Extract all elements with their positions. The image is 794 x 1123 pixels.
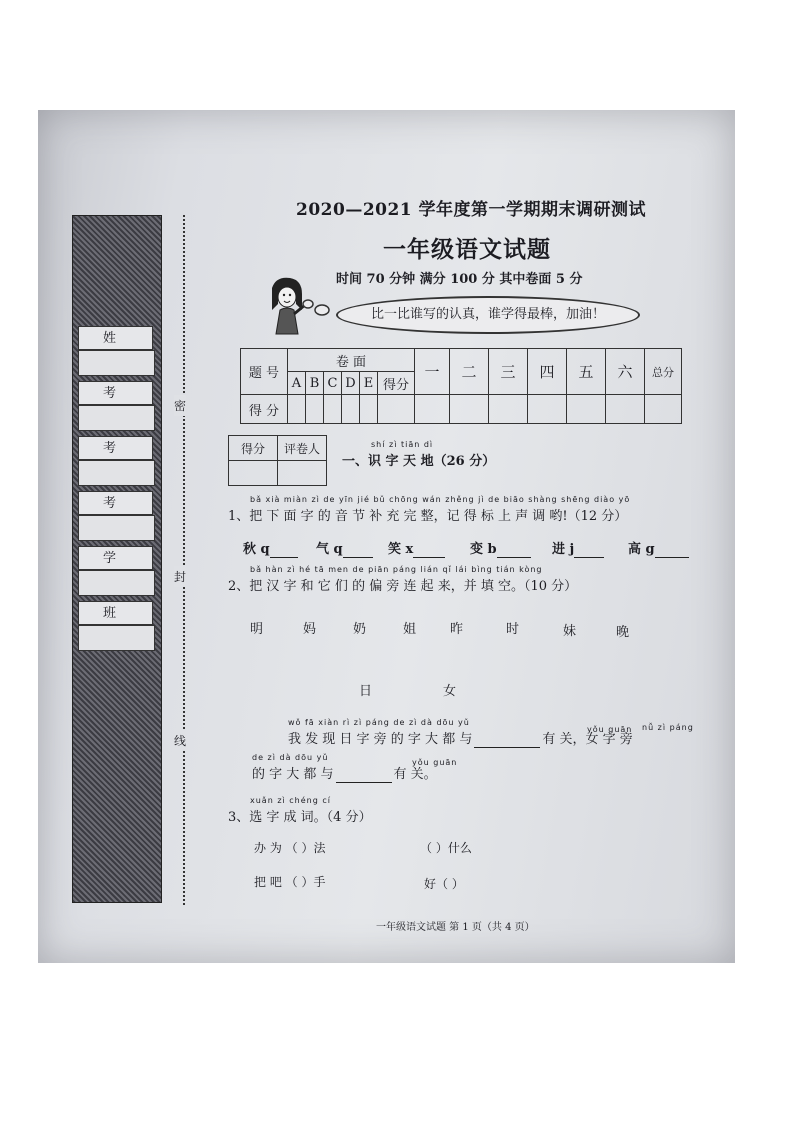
score-cell[interactable] — [360, 395, 378, 424]
header-section-3: 三 — [489, 349, 528, 395]
binding-strip — [72, 215, 162, 903]
score-cell[interactable] — [645, 395, 682, 424]
q1-blank-6[interactable] — [655, 542, 689, 558]
seal-char-mi: 密 — [174, 395, 186, 416]
exam-info: 时间 70 分钟 满分 100 分 其中卷面 5 分 — [336, 272, 583, 287]
q1-blank-1[interactable] — [270, 542, 298, 558]
score-cell[interactable] — [489, 395, 528, 424]
class-field[interactable] — [78, 625, 155, 651]
q2-char[interactable]: 昨 — [450, 622, 464, 637]
q1-blank-5[interactable] — [574, 542, 604, 558]
seal-char-xian: 线 — [174, 730, 186, 751]
header-section-4: 四 — [528, 349, 567, 395]
q1-item-5: 进 j — [552, 538, 604, 558]
score-cell[interactable] — [606, 395, 645, 424]
name-label: 姓 — [78, 326, 153, 350]
exam-room-label: 考 — [78, 436, 153, 460]
score-cell[interactable] — [288, 395, 306, 424]
grader-name-label: 评卷人 — [278, 436, 327, 461]
row-label-score: 得 分 — [241, 395, 288, 424]
q3-row1-right[interactable]: （ ）什么 — [420, 841, 472, 855]
sub-col-a: A — [288, 372, 306, 395]
q2-line2: 的 字 大 都 与 有 关。 — [252, 767, 437, 782]
q3-row1-left[interactable]: 办 为 （ ）法 — [254, 841, 326, 855]
exam-site-label: 考 — [78, 491, 153, 515]
q2-char[interactable]: 妈 — [303, 622, 317, 637]
q2-line1-pinyin: wǒ fā xiàn rì zì páng de zì dà dōu yǔ — [288, 718, 470, 727]
school-field[interactable] — [78, 570, 155, 596]
sub-col-c: C — [324, 372, 342, 395]
q2-line1: 我 发 现 日 字 旁 的 字 大 都 与 有 关，女 字 旁 — [288, 732, 633, 747]
exam-paper — [38, 110, 735, 963]
q1-blank-3[interactable] — [413, 542, 445, 558]
q2-char[interactable]: 时 — [506, 622, 520, 637]
q2-blank-2[interactable] — [336, 767, 392, 783]
q3-text: 3、选 字 成 词。（4 分） — [228, 810, 372, 825]
page-footer: 一年级语文试题 第 1 页（共 4 页） — [376, 922, 535, 933]
q1-item-1: 秋 q — [243, 538, 298, 558]
grader-name-cell[interactable] — [278, 461, 327, 486]
exam-site-field[interactable] — [78, 515, 155, 541]
q2-text: 2、把 汉 字 和 它 们 的 偏 旁 连 起 来，并 填 空。（10 分） — [228, 579, 578, 594]
seal-dotted-line — [183, 215, 185, 905]
class-label: 班 — [78, 601, 153, 625]
sub-col-d: D — [342, 372, 360, 395]
section1-pinyin: shí zì tiān dì — [371, 440, 434, 449]
q2-pinyin: bǎ hàn zì hé tā men de piān páng lián qǐ lái bìng tián kòng — [250, 565, 543, 574]
exam-number-label: 考 — [78, 381, 153, 405]
q2-radical-ri[interactable]: 日 — [359, 684, 373, 699]
header-section-5: 五 — [567, 349, 606, 395]
header-section-2: 二 — [450, 349, 489, 395]
q1-item-3: 笑 x — [388, 538, 445, 558]
q1-pinyin: bǎ xià miàn zì de yīn jié bǔ chōng wán zhěng jì de biāo shàng shēng diào yō — [250, 495, 631, 504]
score-cell[interactable] — [378, 395, 415, 424]
header-section-1: 一 — [415, 349, 450, 395]
speech-dots-icon — [300, 296, 340, 326]
q3-pinyin: xuǎn zì chéng cí — [250, 796, 331, 805]
q3-row2-left[interactable]: 把 吧 （ ）手 — [254, 875, 326, 889]
score-cell[interactable] — [567, 395, 606, 424]
score-cell[interactable] — [450, 395, 489, 424]
score-table — [240, 348, 682, 424]
sub-col-e: E — [360, 372, 378, 395]
header-total: 总分 — [645, 349, 682, 395]
encouragement-bubble: 比一比谁写的认真，谁学得最棒，加油！ — [336, 296, 640, 334]
sub-col-b: B — [306, 372, 324, 395]
q2-line2-pinyin: de zì dà dōu yǔ — [252, 753, 329, 762]
q2-line1-pinyin-b: yǒu guān — [587, 725, 633, 734]
sub-col-score: 得分 — [378, 372, 415, 395]
page-title: 一年级语文试题 — [383, 236, 551, 263]
grader-score-cell[interactable] — [229, 461, 278, 486]
header-section-6: 六 — [606, 349, 645, 395]
exam-term-line: 2020—2021 学年度第一学期期末调研测试 — [296, 200, 647, 220]
exam-number-field[interactable] — [78, 405, 155, 431]
q2-radical-nv[interactable]: 女 — [443, 684, 457, 699]
q2-char[interactable]: 奶 — [353, 622, 367, 637]
q1-item-6: 高 g — [628, 538, 689, 558]
q1-item-2: 气 q — [316, 538, 373, 558]
seal-char-feng: 封 — [174, 566, 186, 587]
q1-blank-4[interactable] — [497, 542, 531, 558]
q2-char[interactable]: 姐 — [403, 622, 417, 637]
score-cell[interactable] — [342, 395, 360, 424]
grader-score-label: 得分 — [229, 436, 278, 461]
section1-title: 一、识 字 天 地（26 分） — [342, 454, 496, 469]
school-label: 学 — [78, 546, 153, 570]
grader-table — [228, 435, 327, 486]
exam-room-field[interactable] — [78, 460, 155, 486]
q1-blank-2[interactable] — [343, 542, 373, 558]
q2-line1-pinyin-c: nǚ zì páng — [642, 723, 694, 732]
q2-char[interactable]: 明 — [250, 622, 264, 637]
q2-char[interactable]: 晚 — [616, 625, 630, 640]
score-cell[interactable] — [415, 395, 450, 424]
q3-row2-right[interactable]: 好（ ） — [424, 877, 464, 891]
row-label-question-number: 题 号 — [241, 349, 288, 395]
score-cell[interactable] — [306, 395, 324, 424]
header-juanmian: 卷 面 — [288, 349, 415, 372]
score-cell[interactable] — [324, 395, 342, 424]
q1-item-4: 变 b — [470, 538, 531, 558]
score-cell[interactable] — [528, 395, 567, 424]
q2-blank-1[interactable] — [474, 732, 540, 748]
q2-char[interactable]: 妹 — [563, 624, 577, 639]
name-field[interactable] — [78, 350, 155, 376]
q2-line2-pinyin-b: yǒu guān — [412, 758, 458, 767]
q1-text: 1、把 下 面 字 的 音 节 补 充 完 整，记 得 标 上 声 调 哟!（12 分） — [228, 509, 628, 524]
